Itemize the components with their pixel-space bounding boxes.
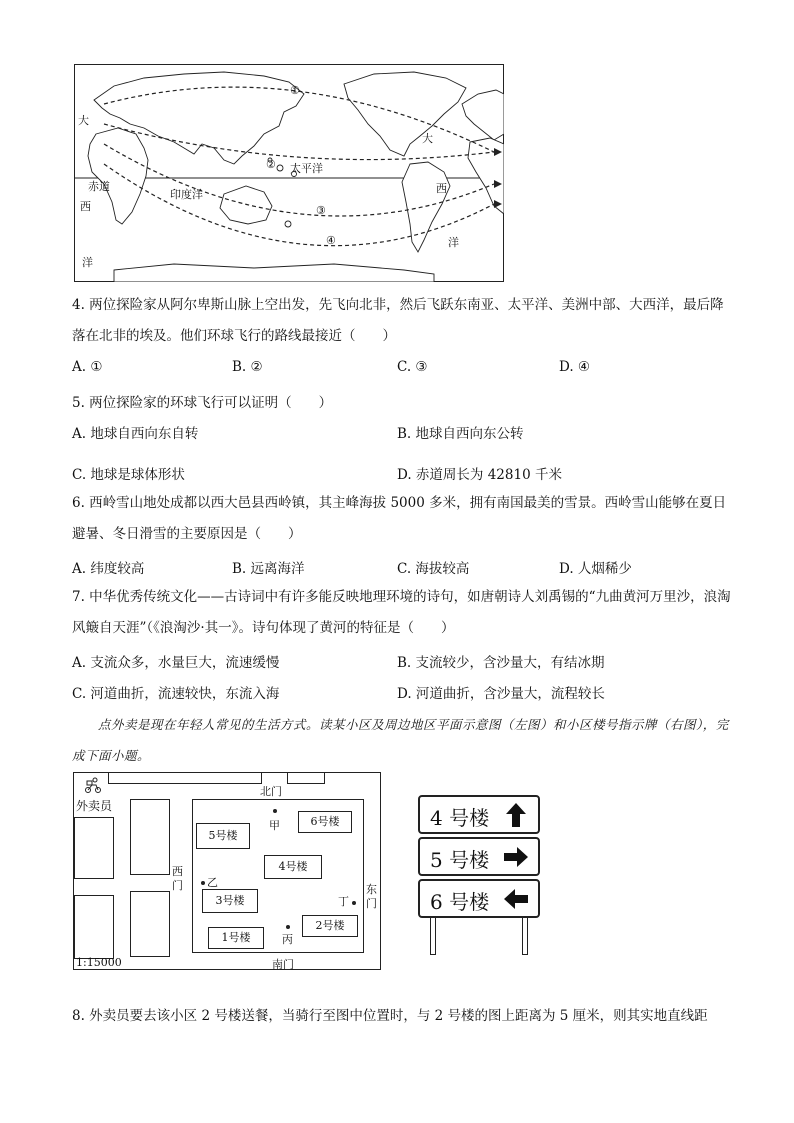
east-gate-label: 东 门: [366, 883, 377, 910]
route-marker-4: ④: [326, 234, 336, 247]
sign-building-5: [418, 837, 540, 876]
point-jia-dot: [273, 809, 277, 813]
south-gate-label: 南门: [272, 958, 294, 971]
question-6-text: 6. 西岭雪山地处成都以西大邑县西岭镇，其主峰海拔 5000 多米，拥有南国最美的雪景。西岭雪山能够在夏日避暑、冬日滑雪的主要原因是（ ）: [72, 495, 727, 542]
building-6: 6号楼: [298, 811, 352, 833]
point-bing-dot: [286, 925, 290, 929]
left-block-1: [74, 817, 114, 879]
label-yang-left: 洋: [82, 256, 93, 269]
route-marker-3: ③: [316, 204, 326, 217]
community-map: [73, 772, 381, 970]
label-indian-ocean: 印度洋: [170, 188, 203, 201]
building-3: 3号楼: [202, 889, 258, 913]
north-gate-label: 北门: [260, 785, 282, 798]
q6-option-d[interactable]: D. 人烟稀少: [559, 561, 632, 577]
sign-building-4-label: 4 号楼: [430, 806, 490, 830]
delivery-person-label: 外卖员: [76, 799, 113, 813]
building-1: 1号楼: [208, 927, 264, 949]
point-yi-dot: [201, 881, 205, 885]
q5-option-b[interactable]: B. 地球自西向东公转: [397, 426, 524, 442]
top-block-right: [287, 772, 325, 784]
building-2: 2号楼: [302, 915, 358, 937]
signpost-pole-right: [522, 915, 528, 955]
map-scale: 1:15000: [76, 956, 122, 969]
q5-option-a[interactable]: A. 地球自西向东自转: [72, 426, 199, 442]
q5-option-c[interactable]: C. 地球是球体形状: [72, 467, 185, 483]
building-5: 5号楼: [196, 823, 250, 849]
arrow-left-icon: [502, 885, 530, 913]
q7-option-c[interactable]: C. 河道曲折，流速较快，东流入海: [72, 686, 280, 702]
sign-building-5-label: 5 号楼: [430, 848, 490, 872]
q4-option-d[interactable]: D. ④: [559, 359, 591, 375]
point-ding-label: 丁: [338, 895, 349, 908]
label-da-left: 大: [78, 114, 89, 127]
q7-option-d[interactable]: D. 河道曲折，含沙量大，流程较长: [397, 686, 605, 702]
route-marker-2: ②: [266, 158, 276, 171]
point-bing-label: 丙: [282, 933, 293, 946]
label-da-right: 大: [422, 132, 433, 145]
question-5-text: 5. 两位探险家的环球飞行可以证明（ ）: [72, 395, 333, 411]
q4-option-c[interactable]: C. ③: [397, 359, 428, 375]
section-intro: 点外卖是现在年轻人常见的生活方式。读某小区及周边地区平面示意图（左图）和小区楼号指示牌（右图），完成下面小题。: [72, 717, 729, 763]
question-8-text: 8. 外卖员要去该小区 2 号楼送餐，当骑行至图中位置时，与 2 号楼的图上距离为 5 厘米，则其实地直线距: [72, 1008, 708, 1024]
label-equator: 赤道: [88, 180, 110, 193]
world-map: [74, 64, 504, 282]
arrow-up-icon: [502, 801, 530, 829]
label-xi-right: 西: [436, 182, 447, 195]
building-4: 4号楼: [264, 855, 322, 879]
top-block-left: [108, 772, 262, 784]
sign-building-4: [418, 795, 540, 834]
arrow-right-icon: [502, 843, 530, 871]
left-block-4: [130, 891, 170, 957]
question-7-text: 7. 中华优秀传统文化——古诗词中有许多能反映地理环境的诗句，如唐朝诗人刘禹锡的“九曲黄河万里沙，浪淘风簸自天涯”（《浪淘沙·其一》。诗句体现了黄河的特征是（ ）: [72, 589, 731, 636]
label-xi-left: 西: [80, 200, 91, 213]
q7-option-b[interactable]: B. 支流较少，含沙量大，有结冰期: [397, 655, 605, 671]
point-yi-label: 乙: [207, 876, 218, 889]
point-ding-dot: [352, 901, 356, 905]
q4-option-a[interactable]: A. ①: [72, 359, 103, 375]
point-jia-label: 甲: [269, 819, 280, 832]
label-pacific: 太平洋: [290, 162, 323, 175]
route-marker-1: ①: [290, 84, 300, 97]
q5-option-d[interactable]: D. 赤道周长为 42810 千米: [397, 467, 562, 483]
q7-option-a[interactable]: A. 支流众多，水量巨大，流速缓慢: [72, 655, 280, 671]
scooter-icon: [84, 777, 102, 793]
q4-option-b[interactable]: B. ②: [232, 359, 263, 375]
question-4-text: 4. 两位探险家从阿尔卑斯山脉上空出发，先飞向北非，然后飞跃东南亚、太平洋、美洲中部、大西洋，最后降落在北非的埃及。他们环球飞行的路线最接近（ ）: [72, 297, 724, 344]
sign-building-6: [418, 879, 540, 918]
label-yang-right: 洋: [448, 236, 459, 249]
left-block-3: [74, 895, 114, 959]
q6-option-b[interactable]: B. 远离海洋: [232, 561, 305, 577]
west-gate-label: 西 门: [172, 865, 183, 892]
signpost-pole-left: [430, 915, 436, 955]
sign-building-6-label: 6 号楼: [430, 890, 490, 914]
q6-option-a[interactable]: A. 纬度较高: [72, 561, 145, 577]
q6-option-c[interactable]: C. 海拔较高: [397, 561, 470, 577]
left-block-2: [130, 799, 170, 875]
